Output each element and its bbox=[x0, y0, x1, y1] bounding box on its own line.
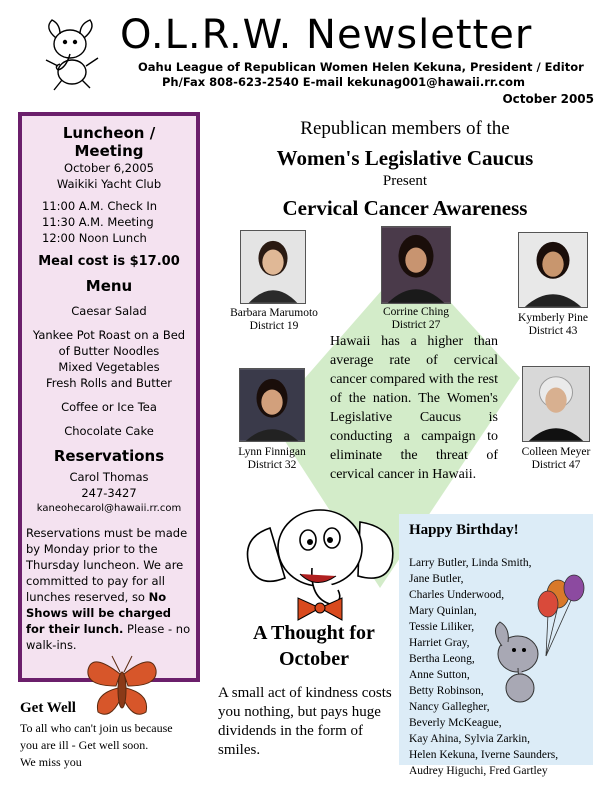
reservation-contact-phone: 247-3427 bbox=[81, 486, 137, 500]
member-photo bbox=[522, 366, 590, 442]
schedule-item: 12:00 Noon Lunch bbox=[42, 231, 147, 245]
get-well-line: you are ill - Get well soon. bbox=[20, 738, 149, 752]
schedule-item: 11:00 A.M. Check In bbox=[42, 199, 158, 213]
birthday-line: Bertha Leong, bbox=[409, 653, 475, 665]
reservations-heading: Reservations bbox=[53, 447, 165, 465]
member-photo bbox=[239, 368, 305, 442]
menu-item: Mixed Vegetables bbox=[58, 360, 160, 374]
member-photo bbox=[240, 230, 306, 304]
birthday-line: Charles Underwood, bbox=[409, 589, 505, 601]
elephant-logo-icon bbox=[30, 14, 110, 94]
luncheon-venue: Waikiki Yacht Club bbox=[56, 177, 162, 191]
member-name bbox=[214, 307, 334, 333]
cervical-cancer-paragraph: Hawaii has a higher than average rate of cervical cancer compared with the rest of the nation. The Women's Legislative Caucus is conducting a campaign to eliminate the threat of cervical cancer in Hawaii. bbox=[330, 334, 498, 482]
thought-text: A small act of kindness costs you nothing, but pays huge dividends in the form of smiles. bbox=[218, 685, 392, 758]
birthday-line: Helen Kekuna, Iverne Saunders, bbox=[409, 749, 559, 761]
thought-heading-line: October bbox=[279, 648, 349, 670]
newsletter-subtitle: Oahu League of Republican Women Helen Kekuna, President / Editor bbox=[138, 60, 584, 74]
thought-heading bbox=[224, 620, 404, 672]
menu-item: Caesar Salad bbox=[71, 304, 147, 318]
birthday-line: Betty Robinson, bbox=[409, 685, 484, 697]
luncheon-sidebar bbox=[18, 112, 200, 682]
caucus-name: Women's Legislative Caucus bbox=[276, 146, 534, 170]
birthday-line: Jane Butler, bbox=[409, 573, 464, 585]
meal-cost: Meal cost is $17.00 bbox=[38, 254, 180, 269]
policy-emphasis: No Shows will be charged for their lunch. bbox=[26, 590, 172, 636]
member-name bbox=[222, 446, 322, 472]
member-district: District 19 bbox=[249, 320, 299, 332]
birthday-line: Harriet Gray, bbox=[409, 637, 470, 649]
member-district: District 47 bbox=[531, 459, 581, 471]
member-name bbox=[508, 446, 604, 472]
butterfly-icon bbox=[82, 650, 162, 722]
get-well-line: We miss you bbox=[20, 755, 82, 769]
birthday-line: Audrey Higuchi, Fred Gartley bbox=[409, 765, 548, 777]
policy-text: Reservations must be made by Monday prior to the Thursday luncheon. We are committed to pay for all lunches reserved, so bbox=[26, 526, 188, 604]
member-name-text: Colleen Meyer bbox=[521, 446, 591, 458]
member-photo bbox=[381, 226, 451, 304]
caucus-present: Present bbox=[382, 173, 428, 189]
birthday-heading: Happy Birthday! bbox=[409, 522, 519, 538]
thought-heading-line: A Thought for bbox=[253, 622, 375, 644]
newsletter-contact: Ph/Fax 808-623-2540 E-mail kekunag001@hawaii.rr.com bbox=[162, 75, 526, 89]
birthday-line: Anne Sutton, bbox=[409, 669, 470, 681]
birthday-line: Larry Butler, Linda Smith, bbox=[409, 557, 532, 569]
newsletter-title: O.L.R.W. Newsletter bbox=[120, 12, 533, 58]
member-district: District 32 bbox=[247, 459, 297, 471]
reservation-contact-name: Carol Thomas bbox=[69, 470, 149, 484]
birthday-line: Kay Ahina, Sylvia Zarkin, bbox=[409, 733, 531, 745]
birthday-line: Mary Quinlan, bbox=[409, 605, 477, 617]
policy-text-end: Please - no walk-ins. bbox=[26, 622, 191, 652]
member-name bbox=[366, 306, 466, 332]
menu-heading: Menu bbox=[85, 277, 133, 295]
member-photo bbox=[518, 232, 588, 308]
menu-item: Chocolate Cake bbox=[64, 424, 154, 438]
birthday-line: Beverly McKeague, bbox=[409, 717, 502, 729]
reservation-contact-email[interactable]: kaneohecarol@hawaii.rr.com bbox=[36, 503, 182, 514]
caucus-topic: Cervical Cancer Awareness bbox=[282, 196, 528, 220]
balloon-elephant-icon bbox=[488, 570, 588, 710]
get-well-line: To all who can't join us because bbox=[20, 721, 173, 735]
menu-item: Coffee or Ice Tea bbox=[61, 400, 157, 414]
elephant-mascot-icon bbox=[240, 498, 400, 628]
menu-item: Fresh Rolls and Butter bbox=[45, 376, 173, 390]
issue-date: October 2005 bbox=[502, 92, 594, 106]
member-name-text: Lynn Finnigan bbox=[238, 446, 306, 458]
member-name bbox=[508, 312, 598, 338]
birthday-line: Nancy Gallegher, bbox=[409, 701, 490, 713]
member-name-text: Barbara Marumoto bbox=[230, 307, 318, 319]
luncheon-date: October 6,2005 bbox=[64, 161, 154, 175]
schedule-item: 11:30 A.M. Meeting bbox=[42, 215, 154, 229]
menu-item: Yankee Pot Roast on a Bed of Butter Noodles bbox=[32, 328, 186, 358]
get-well-message bbox=[20, 720, 220, 771]
member-name-text: Kymberly Pine bbox=[518, 312, 588, 324]
caucus-intro: Republican members of the bbox=[300, 118, 510, 139]
get-well-heading: Get Well bbox=[20, 700, 76, 716]
reservation-policy bbox=[26, 525, 192, 653]
member-district: District 27 bbox=[391, 319, 441, 331]
member-district: District 43 bbox=[528, 325, 578, 337]
luncheon-schedule bbox=[26, 198, 192, 246]
luncheon-heading: Luncheon / Meeting bbox=[62, 124, 156, 160]
member-name-text: Corrine Ching bbox=[382, 306, 450, 318]
birthday-line: Tessie Liliker, bbox=[409, 621, 475, 633]
